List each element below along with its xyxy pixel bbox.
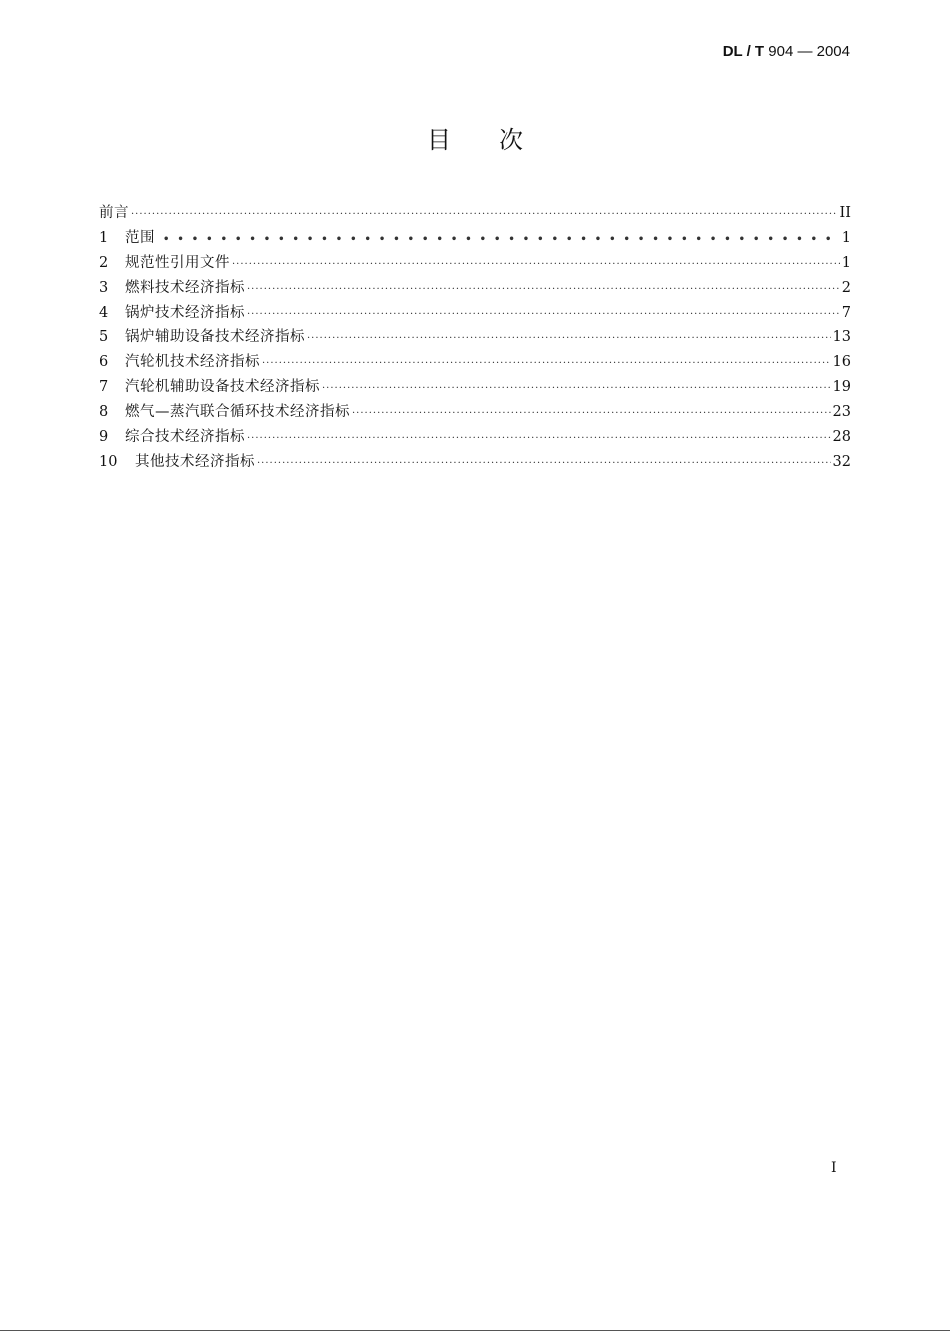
toc-entry-title[interactable]: 燃气—蒸汽联合循环技术经济指标: [125, 404, 350, 421]
toc-entry[interactable]: [99, 400, 851, 425]
toc-entry-number: 5: [99, 329, 109, 346]
toc-entry[interactable]: [99, 301, 851, 326]
toc-entry-title[interactable]: 锅炉技术经济指标: [125, 304, 245, 321]
toc-entry-page: 7: [841, 304, 851, 321]
toc-entry-title[interactable]: 综合技术经济指标: [125, 429, 245, 446]
toc-leader-dots: [247, 427, 831, 452]
toc-entry-page: 16: [832, 354, 851, 371]
toc-entry-title[interactable]: 规范性引用文件: [125, 254, 230, 271]
toc-entry-page: 13: [832, 329, 851, 346]
toc-entry-title[interactable]: 汽轮机辅助设备技术经济指标: [125, 379, 320, 396]
toc-entry-page: 19: [832, 379, 851, 396]
toc-entry[interactable]: [99, 350, 851, 375]
toc-leader-dots: [163, 226, 832, 253]
toc-entry-number: 6: [99, 354, 109, 371]
toc-entry[interactable]: [99, 450, 851, 475]
toc-entry-page: II: [839, 205, 851, 221]
toc-entry-title[interactable]: 范围: [125, 229, 155, 246]
toc-entry-page: 28: [832, 429, 851, 446]
table-of-contents: [99, 201, 851, 475]
toc-entry[interactable]: [99, 325, 851, 350]
bottom-rule: [0, 1330, 950, 1331]
toc-entry-title[interactable]: 前言: [99, 205, 129, 221]
toc-leader-dots: [307, 327, 831, 352]
toc-leader-dots: [352, 402, 831, 427]
toc-entry-number: 7: [99, 379, 109, 396]
toc-entry-title[interactable]: 燃料技术经济指标: [125, 279, 245, 296]
toc-leader-dots: [257, 452, 831, 477]
toc-leader-dots: [131, 203, 838, 228]
toc-entry-number: 8: [99, 404, 109, 421]
toc-entry-title[interactable]: 锅炉辅助设备技术经济指标: [125, 329, 305, 346]
toc-leader-dots: [247, 303, 840, 328]
toc-entry-page: 32: [832, 453, 851, 470]
toc-entry-title[interactable]: 其他技术经济指标: [135, 453, 255, 470]
toc-entry[interactable]: [99, 226, 851, 251]
toc-entry[interactable]: [99, 201, 851, 226]
toc-entry[interactable]: [99, 276, 851, 301]
toc-entry-page: 23: [832, 404, 851, 421]
toc-leader-dots: [322, 377, 831, 402]
toc-entry-number: 2: [99, 254, 109, 271]
standard-prefix: DL / T: [722, 43, 765, 60]
toc-entry-page: 2: [841, 279, 851, 296]
standard-number: 904 — 2004: [768, 43, 850, 60]
toc-entry-number: 3: [99, 279, 109, 296]
toc-entry-title[interactable]: 汽轮机技术经济指标: [125, 354, 260, 371]
toc-entry-page: 1: [841, 254, 851, 271]
toc-entry[interactable]: [99, 251, 851, 276]
toc-leader-dots: [247, 278, 840, 303]
toc-entry-number: 4: [99, 304, 109, 321]
toc-entry[interactable]: [99, 425, 851, 450]
toc-title: 目次: [427, 126, 571, 154]
toc-leader-dots: [232, 253, 840, 278]
page-number: I: [831, 1160, 837, 1176]
toc-entry-number: 9: [99, 429, 109, 446]
toc-entry[interactable]: [99, 375, 851, 400]
standard-code: [723, 43, 850, 60]
toc-entry-number: 1: [99, 229, 109, 246]
toc-entry-page: 1: [841, 229, 851, 246]
toc-leader-dots: [262, 352, 831, 377]
toc-entry-number: 10: [99, 453, 118, 470]
